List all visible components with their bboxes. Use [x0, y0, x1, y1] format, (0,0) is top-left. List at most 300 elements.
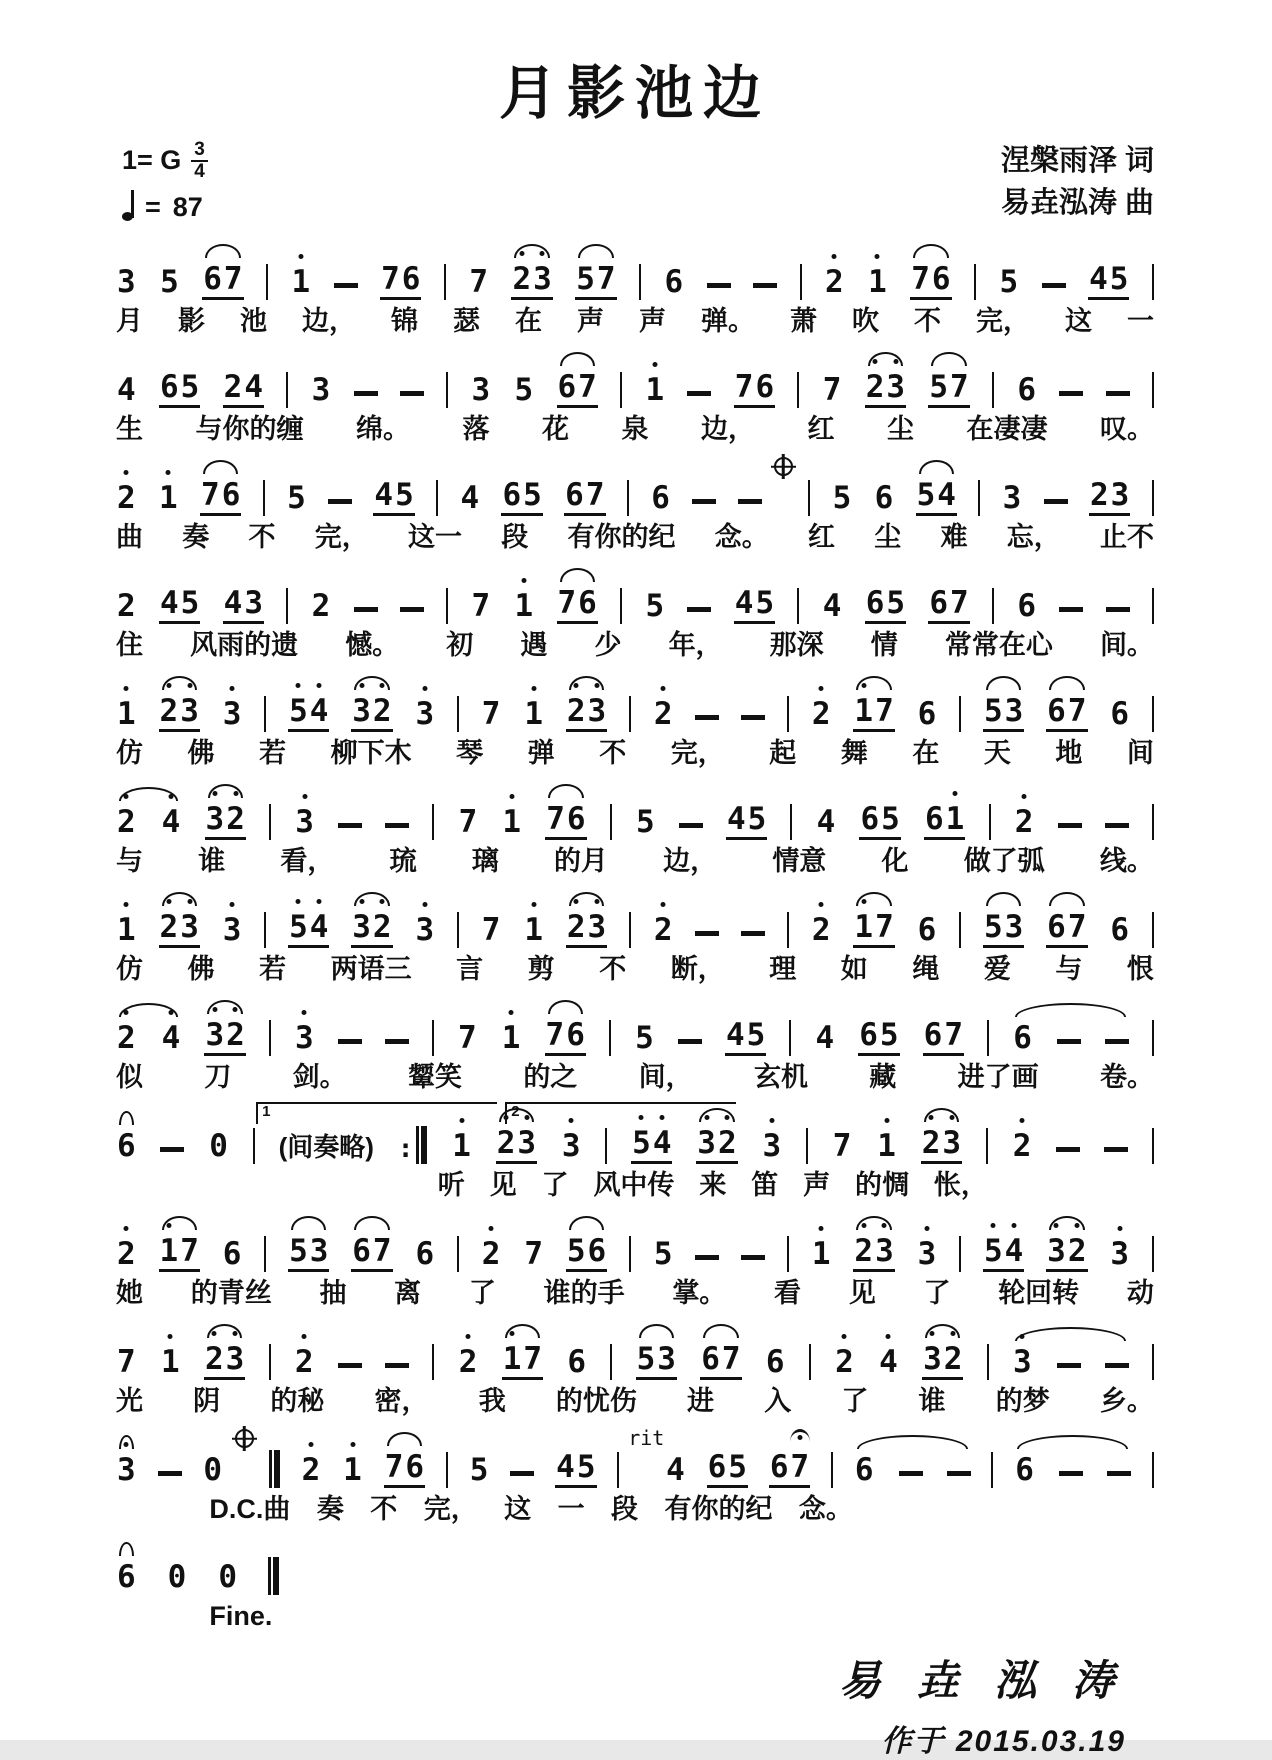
- note-group: [160, 1344, 181, 1380]
- lyric-syllable: 那深: [769, 630, 824, 661]
- octave-dot: [509, 794, 514, 799]
- lyric-syllable: 掌。: [672, 1278, 727, 1309]
- note-digit: 2: [225, 801, 246, 840]
- duration-dash: [1059, 607, 1083, 612]
- lyric-syllable: 在: [515, 306, 542, 337]
- barline: [444, 264, 446, 300]
- duration-dash: [687, 391, 711, 396]
- octave-dot: [296, 899, 301, 904]
- octave-dot: [519, 251, 524, 256]
- slur-group: [1046, 1233, 1087, 1272]
- note-digit: 1: [501, 1020, 522, 1056]
- duration-dash: [1058, 823, 1082, 828]
- note-digit: 4: [652, 1125, 673, 1164]
- note-group: [853, 909, 894, 948]
- note-group: [834, 1344, 855, 1380]
- note-digit: 5: [469, 1452, 489, 1489]
- barline: [436, 480, 438, 516]
- barline: [787, 912, 789, 948]
- note-digit: 7: [384, 1449, 405, 1488]
- note-digit: 7: [832, 1128, 852, 1165]
- note-group: [159, 369, 200, 408]
- note-digit: 1: [160, 1344, 181, 1380]
- note-digit: 6: [587, 1233, 608, 1272]
- lyric-syllable: 难: [940, 522, 968, 553]
- note-digit: 7: [200, 477, 221, 516]
- note-digit: 4: [161, 1020, 182, 1056]
- notes-row: [116, 670, 1154, 732]
- slur-group: [1014, 1452, 1131, 1488]
- note-digit: 4: [161, 804, 182, 840]
- note-digit: 6: [700, 1341, 721, 1380]
- note-group: [294, 1344, 315, 1380]
- double-barline: [268, 1557, 279, 1595]
- octave-dot: [1011, 1223, 1016, 1228]
- duration-dash: [753, 283, 777, 288]
- barline: [991, 1452, 993, 1488]
- lyric-syllable: 佛: [187, 738, 215, 769]
- note-group: [811, 912, 832, 948]
- score: [116, 238, 1154, 1634]
- note-digit: 6: [1017, 588, 1037, 625]
- barline: [432, 804, 434, 840]
- lyric-syllable: 不: [599, 738, 627, 769]
- octave-dot: [893, 359, 898, 364]
- note-digit: 4: [223, 585, 244, 624]
- lyrics-row: [116, 521, 1154, 555]
- barline: [269, 804, 271, 840]
- slur-group: [566, 909, 607, 948]
- octave-dot: [124, 1442, 129, 1447]
- note-group: [384, 1449, 425, 1488]
- note-group: [414, 1236, 435, 1272]
- duration-dash: [354, 607, 378, 612]
- note-digit: 6: [874, 480, 894, 517]
- note-group: [159, 693, 200, 732]
- note-digit: 5: [288, 1233, 309, 1272]
- note-group: [566, 909, 607, 948]
- note-digit: 3: [1012, 1344, 1033, 1380]
- barline: [986, 1128, 988, 1164]
- barline: [269, 1344, 271, 1380]
- lyric-syllable: 入: [764, 1386, 792, 1417]
- barline: [629, 912, 631, 948]
- lyric-syllable: 看: [774, 1278, 802, 1309]
- note-group: [707, 1449, 748, 1488]
- lyric-syllable: 花: [542, 414, 569, 445]
- lyric-syllable: 风中传: [593, 1170, 675, 1201]
- octave-dot: [574, 899, 579, 904]
- key-tempo-block: [122, 140, 208, 223]
- octave-dot: [422, 686, 427, 691]
- slur-group: [928, 369, 969, 408]
- duration-dash: [1056, 1147, 1080, 1152]
- lyric-syllable: 奏: [182, 522, 210, 553]
- note-digit: 6: [865, 585, 886, 624]
- lyrics-row: [438, 1169, 988, 1203]
- music-system: [116, 1426, 1154, 1527]
- lyric-syllable: 谁: [918, 1386, 946, 1417]
- octave-dot: [380, 899, 385, 904]
- lyric-syllable: 段: [501, 522, 529, 553]
- note-digit: 7: [469, 264, 488, 301]
- note-digit: 5: [983, 909, 1004, 948]
- note-digit: 2: [294, 1344, 315, 1380]
- note-digit: 6: [351, 1233, 372, 1272]
- note-group: [923, 1017, 964, 1056]
- barline: [610, 804, 612, 840]
- lyric-syllable: 尘: [887, 414, 914, 445]
- note-digit: 7: [522, 1341, 543, 1380]
- note-digit: 5: [1109, 261, 1130, 300]
- lyric-syllable: 做了弧: [963, 846, 1045, 877]
- lyric-syllable: 地: [1055, 738, 1083, 769]
- slur-group: [496, 1125, 537, 1164]
- note-group: [832, 1128, 853, 1164]
- note-digit: 4: [243, 369, 264, 408]
- lyric-syllable: 曲: [116, 522, 143, 553]
- note-digit: 7: [874, 909, 895, 948]
- volta-label: 2: [511, 1103, 520, 1121]
- note-digit: 3: [1002, 480, 1022, 517]
- note-digit: 6: [557, 369, 578, 408]
- note-group: [208, 1128, 229, 1164]
- slur-group: [1046, 909, 1087, 948]
- note-digit: 7: [734, 369, 755, 408]
- note-group: [501, 477, 542, 516]
- octave-dot: [166, 470, 171, 475]
- note-group: [380, 261, 421, 300]
- note-digit: 2: [566, 693, 587, 732]
- music-system: [116, 1210, 1154, 1311]
- octave-dot: [422, 902, 427, 907]
- note-digit: 6: [923, 1017, 944, 1056]
- repeat-dots: :: [397, 1134, 414, 1165]
- note-digit: 3: [516, 1125, 537, 1164]
- note-digit: 3: [117, 264, 136, 301]
- note-digit: 7: [458, 804, 478, 841]
- slur-group: [511, 261, 552, 300]
- note-group: [457, 1020, 478, 1056]
- note-digit: 6: [159, 369, 180, 408]
- slur-group: [116, 1128, 137, 1164]
- note-digit: 0: [218, 1559, 238, 1596]
- note-digit: 7: [910, 261, 931, 300]
- octave-dot: [510, 1331, 515, 1336]
- note-digit: 2: [566, 909, 587, 948]
- slur-group: [116, 1559, 137, 1595]
- composer-credit: 易垚泓涛 曲: [1000, 187, 1154, 220]
- note-digit: 7: [372, 1233, 393, 1272]
- note-digit: 1: [523, 696, 544, 732]
- duration-dash: [1059, 1471, 1083, 1476]
- note-group: [1046, 1233, 1087, 1272]
- note-group: [557, 585, 598, 624]
- lyric-syllable: 仿: [116, 954, 143, 985]
- note-group: [159, 1233, 200, 1272]
- note-digit: 5: [832, 480, 852, 517]
- note-group: [1002, 480, 1023, 516]
- barline: [1152, 264, 1154, 300]
- note-group: [351, 1233, 392, 1272]
- note-digit: 6: [564, 477, 585, 516]
- note-digit: 7: [721, 1341, 742, 1380]
- lyric-syllable: 与你的缠: [195, 414, 304, 445]
- octave-dot: [350, 1442, 355, 1447]
- octave-dot: [1020, 1334, 1025, 1339]
- slur-group: [983, 909, 1024, 948]
- duration-dash: [692, 499, 716, 504]
- lyric-syllable: 与: [116, 846, 143, 877]
- barline: [1152, 696, 1154, 732]
- note-digit: 5: [746, 1017, 767, 1056]
- lyric-syllable: 念。: [714, 522, 769, 553]
- note-digit: 5: [287, 480, 306, 517]
- note-digit: 3: [1004, 693, 1025, 732]
- lyric-syllable: 见: [848, 1278, 876, 1309]
- barline: [446, 372, 448, 408]
- note-digit: 7: [545, 801, 566, 840]
- note-digit: 6: [404, 1449, 425, 1488]
- lyric-syllable: 一: [1127, 306, 1154, 337]
- octave-dot: [882, 1223, 887, 1228]
- lyric-syllable: 琉: [389, 846, 417, 877]
- key-signature: [122, 140, 208, 182]
- octave-dot: [166, 899, 171, 904]
- note-digit: 7: [458, 1020, 477, 1057]
- note-group: [459, 480, 480, 516]
- note-digit: 5: [635, 1020, 654, 1057]
- octave-dot: [1117, 1226, 1122, 1231]
- octave-dot: [873, 359, 878, 364]
- note-digit: 5: [916, 477, 937, 516]
- slur-group: [202, 261, 243, 300]
- note-group: [116, 1128, 137, 1164]
- barline: [264, 1236, 266, 1272]
- note-digit: 6: [577, 585, 598, 624]
- octave-dot: [842, 1334, 847, 1339]
- slur-group: [865, 369, 906, 408]
- note-group: [116, 372, 137, 408]
- note-digit: 4: [822, 588, 842, 625]
- lyric-syllable: 琴: [456, 738, 484, 769]
- note-digit: 5: [160, 264, 179, 301]
- duration-dash: [385, 1363, 409, 1368]
- note-digit: 2: [372, 693, 393, 732]
- note-group: [1012, 1344, 1033, 1380]
- octave-dot: [124, 794, 129, 799]
- note-group: [566, 1344, 587, 1380]
- duration-dash: [695, 931, 719, 936]
- coda-anchor: [244, 1458, 248, 1488]
- octave-dot: [298, 254, 303, 259]
- music-system: [116, 562, 1154, 663]
- note-group: [653, 1236, 674, 1272]
- octave-dot: [661, 686, 666, 691]
- note-group: [910, 261, 951, 300]
- meta-block: [122, 140, 1154, 224]
- note-digit: 1: [291, 264, 312, 300]
- note-digit: 5: [754, 585, 775, 624]
- lyric-syllable: 吹: [852, 306, 879, 337]
- octave-dot: [308, 1442, 313, 1447]
- note-digit: 7: [481, 912, 501, 949]
- octave-dot: [924, 1226, 929, 1231]
- note-digit: 4: [734, 585, 755, 624]
- duration-dash: [1105, 1363, 1129, 1368]
- barline: [446, 588, 448, 624]
- note-digit: 7: [585, 477, 606, 516]
- lyric-syllable: 看，: [280, 846, 335, 877]
- volta-bracket-2: [505, 1102, 735, 1124]
- octave-dot: [124, 686, 129, 691]
- note-group: [865, 369, 906, 408]
- note-digit: 2: [204, 1341, 225, 1380]
- note-group: [458, 1344, 479, 1380]
- note-digit: 2: [1067, 1233, 1088, 1272]
- lyric-syllable: 的梦: [995, 1386, 1050, 1417]
- octave-dot: [951, 1331, 956, 1336]
- slur-group: [116, 1452, 137, 1488]
- note-group: [1014, 1452, 1035, 1488]
- duration-dash: [1042, 283, 1066, 288]
- note-group: [116, 804, 137, 840]
- note-digit: 6: [117, 1559, 136, 1596]
- barline: [432, 1020, 434, 1056]
- coda-anchor: [783, 486, 787, 516]
- note-group: [832, 480, 853, 516]
- note-group: [414, 696, 435, 732]
- note-group: [202, 261, 243, 300]
- barline: [1152, 588, 1154, 624]
- note-group: [159, 585, 200, 624]
- note-digit: 6: [1110, 696, 1130, 733]
- note-digit: 6: [924, 801, 945, 840]
- barline: [457, 912, 459, 948]
- note-digit: 7: [1067, 693, 1088, 732]
- lyric-syllable: 完，: [314, 522, 369, 553]
- lyric-syllable: 玄机: [753, 1062, 808, 1093]
- octave-dot: [168, 1334, 173, 1339]
- duration-dash: [687, 607, 711, 612]
- barline: [1152, 1452, 1154, 1488]
- note-digit: 6: [1017, 372, 1037, 409]
- duration-dash: [707, 283, 731, 288]
- duration-dash: [338, 1363, 362, 1368]
- lyrics-row: [209, 1493, 853, 1527]
- note-digit: 5: [576, 1449, 597, 1488]
- slur-group: [922, 1341, 963, 1380]
- notes-row: [116, 562, 1154, 624]
- lyrics-row: [116, 1277, 1154, 1311]
- barline: [610, 1344, 612, 1380]
- barline: [286, 372, 288, 408]
- note-digit: 2: [159, 909, 180, 948]
- note-group: [1109, 912, 1130, 948]
- music-system: [116, 778, 1154, 879]
- slur-group: [566, 1233, 607, 1272]
- lyric-syllable: 月: [116, 306, 143, 337]
- octave-dot: [212, 1007, 217, 1012]
- note-digit: 3: [532, 261, 553, 300]
- lyric-syllable: 若: [259, 954, 287, 985]
- note-digit: 6: [769, 1449, 790, 1488]
- slur-group: [1012, 1020, 1129, 1056]
- note-group: [665, 1452, 686, 1488]
- note-group: [853, 1233, 894, 1272]
- lyric-syllable: 遇: [520, 630, 548, 661]
- note-group: [564, 477, 605, 516]
- note-group: [481, 696, 502, 732]
- slur-group: [288, 1233, 329, 1272]
- note-digit: 2: [301, 1452, 322, 1488]
- octave-dot: [884, 1118, 889, 1123]
- note-group: [468, 264, 489, 300]
- lyric-syllable: 怅，: [933, 1170, 988, 1201]
- lyric-syllable: 边，: [302, 306, 356, 337]
- duration-dash: [1106, 607, 1130, 612]
- note-group: [311, 372, 332, 408]
- note-group: [116, 696, 137, 732]
- lyric-syllable: 天: [983, 738, 1011, 769]
- note-digit: 5: [983, 1233, 1004, 1272]
- note-digit: 2: [116, 480, 137, 516]
- note-group: [928, 369, 969, 408]
- note-digit: 3: [885, 369, 906, 408]
- notes-row: [116, 886, 1154, 948]
- note-digit: 2: [653, 912, 674, 948]
- lyric-syllable: 声: [803, 1170, 831, 1201]
- coda-icon: [235, 1429, 254, 1448]
- barline: [1152, 1020, 1154, 1056]
- slur-group: [854, 1452, 971, 1488]
- lyric-syllable: 与: [1055, 954, 1083, 985]
- lyric-syllable: 笛: [751, 1170, 779, 1201]
- lyric-syllable: 住: [116, 630, 143, 661]
- lyric-syllable: 忘，: [1006, 522, 1061, 553]
- note-digit: 6: [1015, 1452, 1034, 1489]
- note-group: [222, 696, 243, 732]
- lyric-syllable: 剪: [527, 954, 555, 985]
- lyric-syllable: 尘: [874, 522, 902, 553]
- note-digit: 3: [205, 801, 226, 840]
- slur-group: [696, 1125, 737, 1164]
- note-digit: 7: [577, 369, 598, 408]
- note-digit: 3: [414, 912, 435, 948]
- note-group: [501, 1020, 522, 1056]
- barline: [1152, 1128, 1154, 1164]
- barline: [629, 1236, 631, 1272]
- note-group: [636, 1341, 677, 1380]
- note-digit: 6: [1110, 912, 1130, 949]
- note-group: [765, 1344, 786, 1380]
- note-digit: 5: [727, 1449, 748, 1488]
- note-digit: 2: [853, 1233, 874, 1272]
- lyric-syllable: 间，: [638, 1062, 693, 1093]
- barline: [987, 1344, 989, 1380]
- octave-dot: [1054, 1223, 1059, 1228]
- note-group: [983, 909, 1024, 948]
- lyric-syllable: 我: [478, 1386, 506, 1417]
- lyric-syllable: 了: [923, 1278, 951, 1309]
- note-group: [202, 1452, 223, 1488]
- barline: [253, 1128, 255, 1164]
- barline: [1152, 1236, 1154, 1272]
- note-group: [631, 1125, 672, 1164]
- octave-dot: [531, 686, 536, 691]
- note-digit: 6: [1046, 909, 1067, 948]
- lyric-syllable: 念。: [798, 1494, 853, 1525]
